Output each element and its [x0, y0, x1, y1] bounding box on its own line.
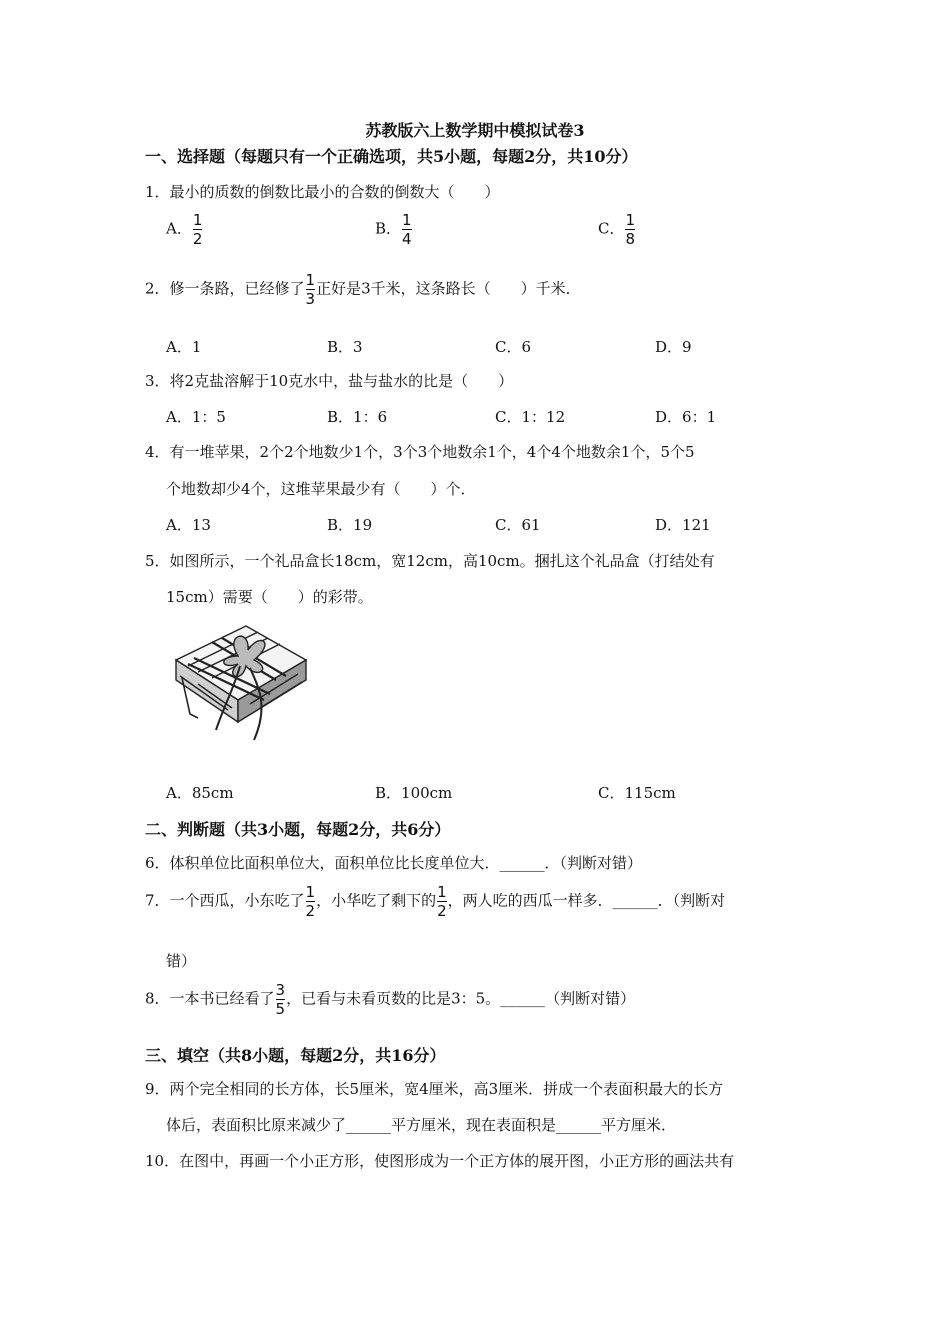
q4-option-b: B．19: [327, 516, 373, 534]
q2-option-b: B．3: [327, 338, 363, 356]
question-10-line-1: 10．在图中，再画一个小正方形，使图形成为一个正方体的展开图，小正方形的画法共有: [145, 1152, 735, 1170]
fraction: $\frac{1}{2}$: [305, 883, 316, 920]
fraction: $\frac{1}{2}$: [192, 211, 203, 248]
question-6: 6．体积单位比面积单位大，面积单位比长度单位大．______．（判断对错）: [145, 854, 643, 872]
question-1: 1．最小的质数的倒数比最小的合数的倒数大（ ）: [145, 183, 500, 201]
q1-option-b: B． $\frac{1}{4}$: [375, 211, 412, 248]
question-7-line-2: 错）: [166, 952, 197, 970]
q5-option-c: C．115cm: [598, 784, 676, 802]
question-5-line-1: 5．如图所示，一个礼品盒长18cm，宽12cm，高10cm。捆扎这个礼品盒（打结处有: [145, 552, 715, 570]
q1-option-c: C． $\frac{1}{8}$: [598, 211, 636, 248]
page-title: 苏教版六上数学期中模拟试卷3: [365, 121, 585, 140]
q2-option-d: D．9: [655, 338, 692, 356]
question-4-line-2: 个地数却少4个，这堆苹果最少有（ ）个．: [166, 480, 476, 498]
q1-option-a: A． $\frac{1}{2}$: [166, 211, 203, 248]
q3-option-a: A．1：5: [166, 408, 226, 426]
question-9-line-1: 9．两个完全相同的长方体，长5厘米，宽4厘米，高3厘米．拼成一个表面积最大的长方: [145, 1080, 724, 1098]
q3-option-d: D．6：1: [655, 408, 717, 426]
q2-option-a: A．1: [166, 338, 202, 356]
fraction: $\frac{1}{4}$: [402, 211, 412, 248]
question-3: 3．将2克盐溶解于10克水中，盐与盐水的比是（ ）: [145, 372, 514, 390]
fraction: $\frac{1}{3}$: [305, 271, 316, 308]
question-4-line-1: 4．有一堆苹果，2个2个地数少1个，3个3个地数余1个，4个4个地数余1个，5个5: [145, 443, 695, 461]
q4-option-a: A．13: [166, 516, 211, 534]
fraction: $\frac{3}{5}$: [275, 981, 286, 1018]
q4-option-c: C．61: [495, 516, 541, 534]
q3-option-b: B．1：6: [327, 408, 388, 426]
q5-option-a: A．85cm: [166, 784, 234, 802]
question-5-line-2: 15cm）需要（ ）的彩带。: [166, 588, 373, 606]
question-8: 8．一本书已经看了 $\frac{3}{5}$ ，已看与未看页数的比是3：5。______（判断对错）: [145, 981, 636, 1018]
fraction: $\frac{1}{8}$: [625, 211, 636, 248]
q3-option-c: C．1：12: [495, 408, 566, 426]
question-7-line-1: 7．一个西瓜，小东吃了 $\frac{1}{2}$ ，小华吃了剩下的 $\frac{1}{2}$ ，两人吃的西瓜一样多．______．（判断对: [145, 883, 726, 920]
q2-option-c: C．6: [495, 338, 532, 356]
section-heading-judge: 二、判断题（共3小题，每题2分，共6分）: [145, 820, 451, 839]
question-9-line-2: 体后，表面积比原来减少了______平方厘米，现在表面积是______平方厘米．: [166, 1116, 677, 1134]
q4-option-d: D．121: [655, 516, 711, 534]
section-heading-fill: 三、填空（共8小题，每题2分，共16分）: [145, 1046, 446, 1065]
question-2: 2．修一条路，已经修了 $\frac{1}{3}$ 正好是3千米，这条路长（ ）千米．: [145, 271, 581, 308]
gift-box-image: [168, 618, 313, 746]
section-heading-choice: 一、选择题（每题只有一个正确选项，共5小题，每题2分，共10分）: [145, 147, 638, 166]
fraction: $\frac{1}{2}$: [437, 883, 447, 920]
q5-option-b: B．100cm: [375, 784, 453, 802]
